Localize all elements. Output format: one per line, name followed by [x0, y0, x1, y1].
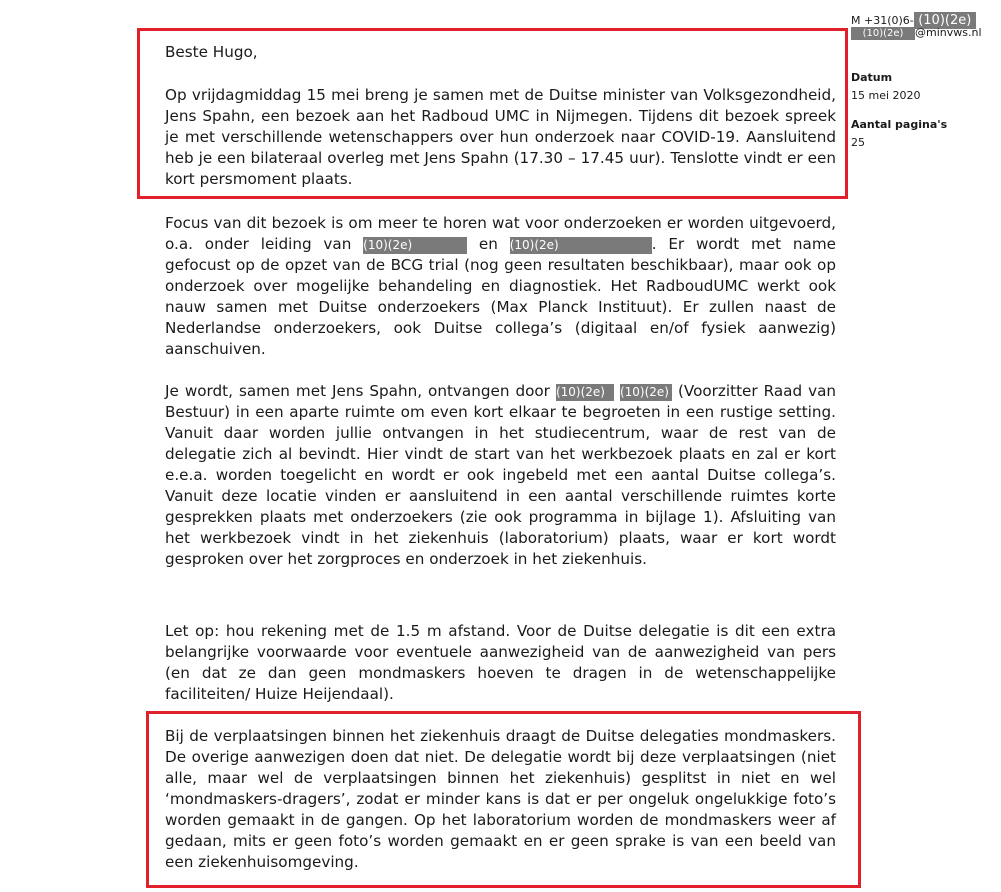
phone-prefix: M +31(0)6-: [851, 14, 914, 27]
paragraph-distance: Let op: hou rekening met de 1.5 m afstand. Voor de Duitse delegatie is dit een extra belangrijke voorwaarde voor eventuele aanwezigheid van de aanwezigheid van pers (en dat ze dan geen mondmaskers hoeven te dragen in de wetenschappelijke faciliteiten/ Huize Heijendaal).: [165, 622, 836, 703]
paragraph-focus-part-b: en: [467, 235, 510, 253]
paragraph-reception: [165, 381, 836, 570]
redaction-researcher-1: (10)(2e): [363, 237, 467, 254]
pages-label: Aantal pagina's: [851, 118, 948, 131]
redaction-host-last: (10)(2e): [620, 384, 672, 401]
email-domain: @minvws.nl: [915, 26, 982, 39]
redaction-host-first: (10)(2e): [556, 384, 614, 401]
paragraph-reception-part-b: (Voorzitter Raad van Bestuur) in een aparte ruimte om even kort elkaar te begroeten in een rustige setting. Vanuit daar worden jullie ontvangen in het studiecentrum, waar de rest van de delegatie zich al bevindt. Hier vindt de start van het werkbezoek plaats en zal er kort e.e.a. worden toegelicht en wordt er ook ingebeld met een aantal Duitse collega’s. Vanuit deze locatie vinden er aansluitend in een aantal verschillende ruimtes korte gesprekken plaats met onderzoekers (zie ook programma in bijlage 1). Afsluiting van het werkbezoek vindt in het ziekenhuis (laboratorium) plaats, waar er kort wordt gesproken over het zorgproces en onderzoek in het ziekenhuis.: [165, 382, 837, 568]
email-redaction: (10)(2e): [851, 27, 915, 40]
paragraph-focus-part-c: . Er wordt met name gefocust op de opzet van de BCG trial (nog geen resultaten beschikbaar), maar ook op onderzoek over mogelijke behandeling en diagnostiek. Het RadboudUMC werkt ook nauw samen met Duitse onderzoekers (Max Planck Instituut). Er zullen naast de Nederlandse onderzoekers, ook Duitse collega’s (digitaal en/of fysiek aanwezig) aanschuiven.: [165, 235, 836, 358]
cropped-header-fragment: [380, 0, 640, 4]
sidebar-pages: [851, 118, 947, 150]
paragraph-reception-part-a: Je wordt, samen met Jens Spahn, ontvangen door: [165, 382, 556, 400]
phone-redaction: (10)(2e): [914, 12, 976, 29]
redaction-researcher-2: (10)(2e): [510, 237, 652, 254]
paragraph-focus-part-a: Focus van dit bezoek is om meer te horen wat voor onderzoeken er worden uitgevoerd, o.a. onder leiding van: [165, 214, 836, 253]
date-label: Datum: [851, 71, 893, 84]
sidebar-date: [851, 71, 921, 103]
paragraph-intro: Op vrijdagmiddag 15 mei breng je samen met de Duitse minister van Volksgezondheid, Jens Spahn, een bezoek aan het Radboud UMC in Nijmegen. Tijdens dit bezoek spreek je met verschillende wetenschappers over hun onderzoek naar COVID-19. Aansluitend heb je een bilateraal overleg met Jens Spahn (17.30 – 17.45 uur). Tenslotte vindt er een kort persmoment plaats.: [165, 86, 836, 188]
sidebar-email: [851, 26, 982, 40]
greeting: Beste Hugo,: [165, 43, 258, 61]
pages-value: 25: [851, 136, 865, 149]
date-value: 15 mei 2020: [851, 89, 921, 102]
paragraph-focus: [165, 213, 836, 360]
paragraph-masks: Bij de verplaatsingen binnen het ziekenhuis draagt de Duitse delegaties mondmaskers. De overige aanwezigen doen dat niet. De delegatie wordt bij deze verplaatsingen (niet alle, maar wel de verplaatsingen binnen het ziekenhuis) gesplitst in niet en wel ‘mondmaskers-dragers’, zodat er minder kans is dat er per ongeluk ongelukkige foto’s worden gemaakt in de gangen. Op het laboratorium worden de mondmaskers weer af gedaan, mits er geen foto’s worden gemaakt en er geen sprake is van een beeld van een ziekenhuisomgeving.: [165, 727, 836, 871]
